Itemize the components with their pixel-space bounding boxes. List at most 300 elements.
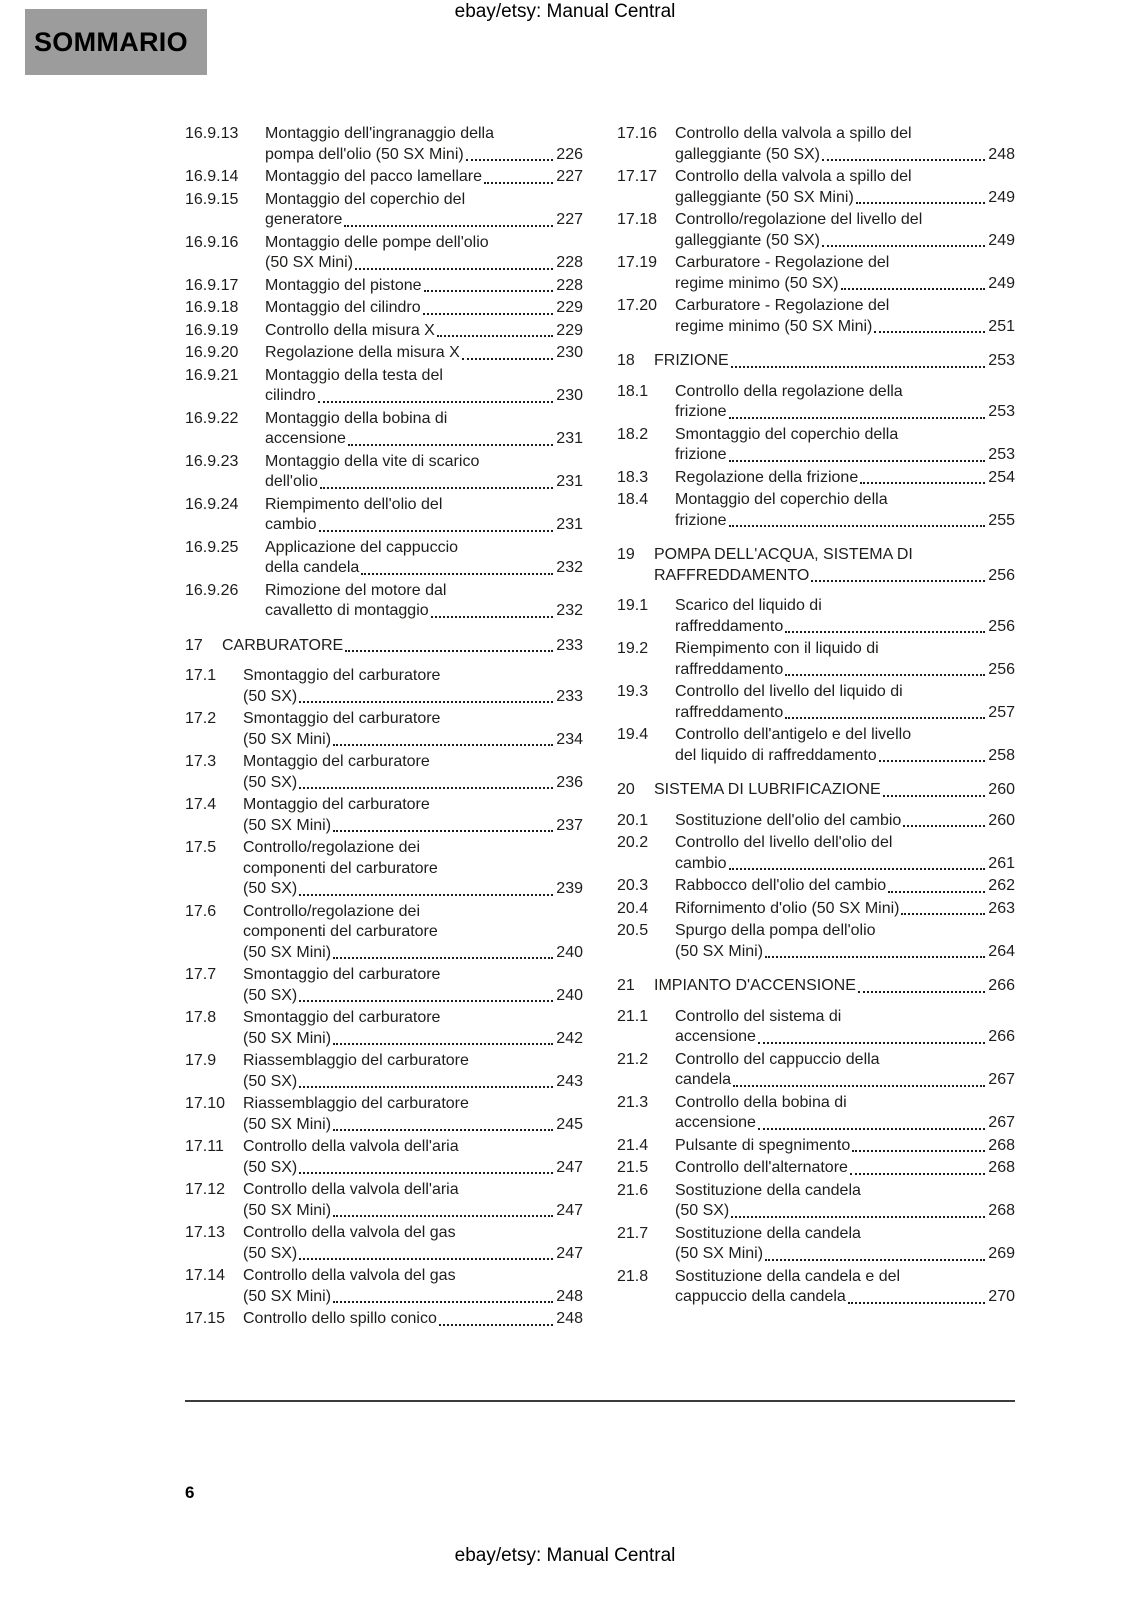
toc-entry-body [222, 636, 583, 657]
toc-leader-dots [765, 956, 985, 958]
toc-entry-title: Controllo della regolazione della [675, 382, 903, 400]
toc-leader-dots [811, 580, 985, 582]
toc-entry-page: 266 [988, 977, 1015, 994]
footer-page-number: 6 [185, 1483, 195, 1502]
toc-entry-number: 18.3 [617, 468, 649, 486]
toc-entry-title: SISTEMA DI LUBRIFICAZIONE [654, 781, 881, 798]
toc-entry-body [675, 1007, 1015, 1048]
toc-leader-dots [319, 530, 554, 532]
toc-entry-title: Regolazione della misura X [265, 344, 460, 361]
toc-entry-body [265, 124, 583, 165]
toc-entry-title: Controllo della misura X [265, 321, 435, 339]
toc-entry-title: Carburatore - Regolazione del [675, 297, 890, 314]
toc-leader-dots [423, 313, 554, 315]
toc-entry-body [265, 233, 583, 274]
toc-entry-title-last-line: (50 SX Mini) [243, 1201, 332, 1219]
toc-entry-title-last-line: (50 SX Mini) [243, 1029, 332, 1047]
toc-entry-number: 16.9.25 [185, 538, 239, 556]
toc-entry-title-last-line: (50 SX) [243, 1244, 298, 1262]
toc-leader-dots [484, 182, 553, 184]
toc-leader-dots [299, 1258, 553, 1260]
toc-entry-body [243, 1223, 583, 1264]
toc-entry [617, 1093, 1015, 1134]
toc-entry [185, 538, 583, 579]
toc-entry-title: Controllo della valvola del gas [243, 1267, 456, 1284]
toc-entry-page: 232 [556, 602, 583, 619]
toc-entry-title-last-line: (50 SX Mini) [243, 1287, 332, 1305]
toc-entry [617, 1267, 1015, 1308]
toc-entry-title: Montaggio della testa del [265, 366, 443, 384]
toc-entry-number: 20.3 [617, 877, 649, 894]
toc-entry-title: Montaggio dell'ingranaggio della [265, 125, 494, 142]
toc-entry [185, 666, 583, 707]
toc-entry [185, 495, 583, 536]
toc-entry-title: Montaggio del cilindro [265, 299, 421, 316]
toc-leader-dots [344, 225, 553, 227]
toc-entry-number: 17.9 [185, 1052, 217, 1069]
toc-entry-number: 16.9.20 [185, 344, 239, 361]
toc-leader-dots [733, 1085, 985, 1087]
toc-entry-body [675, 490, 1015, 531]
toc-entry-page: 248 [556, 1310, 583, 1327]
toc-entry-page: 264 [988, 942, 1015, 960]
toc-entry-body [243, 1008, 583, 1049]
toc-entry-title: Applicazione del cappuccio [265, 538, 459, 556]
toc-entry-page: 240 [556, 986, 583, 1004]
toc-leader-dots [758, 1042, 985, 1044]
toc-entry-body [265, 321, 583, 342]
toc-entry [617, 833, 1015, 874]
toc-leader-dots [466, 159, 554, 161]
toc-entry-body [265, 452, 583, 493]
toc-entry-title: Controllo della valvola del gas [243, 1224, 456, 1241]
toc-entry-body [675, 639, 1015, 680]
toc-entry-body [243, 1051, 583, 1092]
toc-leader-dots [765, 1259, 985, 1261]
toc-entry [185, 1223, 583, 1264]
toc-entry-title-last-line: raffreddamento [675, 660, 784, 678]
toc-entry [617, 382, 1015, 423]
toc-entry-number: 21.8 [617, 1267, 649, 1285]
toc-entry [185, 343, 583, 364]
toc-entry-page: 230 [556, 387, 583, 404]
toc-leader-dots [439, 1324, 553, 1326]
toc-entry-page: 230 [556, 344, 583, 361]
toc-entry-page: 255 [988, 511, 1015, 529]
toc-entry-title: Smontaggio del carburatore [243, 710, 441, 727]
toc-entry [185, 124, 583, 165]
toc-entry [617, 1224, 1015, 1265]
toc-entry-number: 21.4 [617, 1136, 649, 1154]
toc-entry-page: 227 [556, 168, 583, 185]
toc-entry-page: 249 [988, 231, 1015, 249]
toc-entry-page: 258 [988, 746, 1015, 764]
toc-entry [185, 1051, 583, 1092]
toc-leader-dots [903, 825, 985, 827]
toc-entry-number: 17.10 [185, 1095, 226, 1112]
toc-entry-title: Riempimento dell'olio del [265, 495, 443, 513]
toc-entry-page: 268 [988, 1136, 1015, 1154]
toc-entry-title-last-line: (50 SX Mini) [243, 1115, 332, 1133]
toc-entry-number: 16.9.21 [185, 366, 239, 384]
toc-entry-number: 16.9.23 [185, 452, 239, 470]
toc-entry-title-last-line: cambio [675, 854, 727, 872]
toc-entry [617, 921, 1015, 962]
toc-entry-number: 18.4 [617, 491, 649, 508]
toc-entry-body [675, 811, 1015, 832]
toc-entry-title-last-line: (50 SX) [243, 1072, 298, 1090]
toc-entry-number: 19.2 [617, 640, 649, 657]
toc-entry-body [675, 833, 1015, 874]
toc-entry [617, 1181, 1015, 1222]
toc-leader-dots [299, 1000, 553, 1002]
toc-entry-title-last-line: della candela [265, 559, 360, 576]
toc-entry-body [675, 682, 1015, 723]
toc-entry-page: 267 [988, 1114, 1015, 1131]
toc-leader-dots [883, 795, 986, 797]
toc-entry [617, 639, 1015, 680]
toc-entry-number: 17.20 [617, 297, 658, 314]
toc-leader-dots [841, 288, 986, 290]
toc-entry-title-last-line: (50 SX Mini) [243, 943, 332, 961]
toc-leader-dots [462, 358, 554, 360]
toc-entry [185, 298, 583, 319]
toc-entry-title-last-line: cappuccio della candela [675, 1288, 846, 1305]
toc-entry-number: 21.6 [617, 1181, 649, 1199]
toc-entry-number: 21.1 [617, 1007, 649, 1025]
toc-leader-dots [299, 787, 553, 789]
toc-entry-body [265, 409, 583, 450]
toc-entry-page: 262 [988, 877, 1015, 894]
toc-entry-body [675, 1158, 1015, 1179]
toc-entry-title-last-line: (50 SX Mini) [265, 254, 354, 271]
toc-entry-number: 17.3 [185, 753, 217, 770]
toc-entry [617, 811, 1015, 832]
toc-entry-title: Regolazione della frizione [675, 468, 859, 486]
toc-entry-title: Controllo/regolazione del livello del [675, 211, 923, 228]
toc-entry-title-last-line: del liquido di raffreddamento [675, 746, 877, 764]
toc-entry-number: 17.16 [617, 125, 658, 142]
toc-leader-dots [879, 760, 986, 762]
toc-leader-dots [333, 1129, 553, 1131]
toc-entry-body [675, 596, 1015, 637]
toc-entry-page: 253 [988, 352, 1015, 369]
toc-leader-dots [299, 701, 553, 703]
toc-entry-body [675, 1181, 1015, 1222]
toc-entry-page: 228 [556, 276, 583, 294]
toc-entry-number: 16.9.17 [185, 276, 239, 294]
toc-entry [185, 1137, 583, 1178]
toc-leader-dots [858, 991, 985, 993]
toc-entry-body [243, 1180, 583, 1221]
toc-entry-title: Scarico del liquido di [675, 597, 822, 614]
toc-entry-body [675, 167, 1015, 208]
toc-entry-body [675, 899, 1015, 920]
toc-entry [185, 233, 583, 274]
toc-entry-body [654, 545, 1015, 586]
toc-entry-page: 232 [556, 559, 583, 576]
toc-entry-title: Riempimento con il liquido di [675, 640, 879, 657]
toc-entry [617, 425, 1015, 466]
toc-entry-title: Smontaggio del coperchio della [675, 425, 899, 443]
toc-entry-body [265, 366, 583, 407]
toc-entry-body [675, 1267, 1015, 1308]
toc-entry-page: 260 [988, 781, 1015, 798]
toc-entry-title-last-line: (50 SX Mini) [675, 942, 764, 960]
toc-entry-body [654, 351, 1015, 372]
toc-entry-title: CARBURATORE [222, 636, 344, 654]
toc-entry-title: Controllo della valvola dell'aria [243, 1181, 459, 1198]
toc-entry-page: 231 [556, 473, 583, 490]
toc-entry-number: 18 [617, 352, 635, 369]
toc-entry-title: Montaggio della vite di scarico [265, 452, 480, 470]
toc-entry-page: 226 [556, 145, 583, 163]
toc-leader-dots [758, 1128, 985, 1130]
toc-entry-title-last-line: accensione [675, 1114, 756, 1131]
toc-leader-dots [888, 891, 985, 893]
toc-entry-body [265, 581, 583, 622]
toc-entry-number: 21.3 [617, 1093, 649, 1111]
toc-entry-number: 17 [185, 636, 203, 654]
toc-entry-number: 17.2 [185, 710, 217, 727]
toc-entry-number: 16.9.26 [185, 581, 239, 599]
toc-leader-dots [822, 159, 985, 161]
toc-leader-dots [320, 487, 553, 489]
toc-entry-number: 18.2 [617, 425, 649, 443]
toc-entry-title: Controllo della bobina di [675, 1093, 847, 1111]
toc-entry [617, 1050, 1015, 1091]
toc-entry-title: Rifornimento d'olio (50 SX Mini) [675, 899, 900, 917]
toc-entry-page: 243 [556, 1072, 583, 1090]
toc-entry-page: 257 [988, 703, 1015, 721]
toc-entry-page: 239 [556, 880, 583, 897]
toc-chapter-entry [617, 351, 1015, 372]
toc-entry-title: Riassemblaggio del carburatore [243, 1052, 469, 1069]
toc-entry-title: Smontaggio del carburatore [243, 966, 441, 983]
toc-column [185, 124, 583, 1332]
toc-entry-number: 17.12 [185, 1181, 226, 1198]
toc-entry-title-last-line: raffreddamento [675, 703, 784, 721]
toc-entry-title: Controllo del cappuccio della [675, 1050, 880, 1068]
toc-entry-number: 16.9.18 [185, 299, 239, 316]
toc-entry [617, 899, 1015, 920]
toc-entry-page: 229 [556, 299, 583, 316]
toc-entry-title: Smontaggio del carburatore [243, 1009, 441, 1026]
toc-entry-page: 249 [988, 188, 1015, 206]
toc-entry-page: 242 [556, 1029, 583, 1047]
toc-entry [617, 124, 1015, 165]
toc-entry [617, 1136, 1015, 1157]
toc-leader-dots [333, 830, 553, 832]
toc-entry-number: 19 [617, 546, 635, 563]
toc-entry-number: 20.5 [617, 922, 649, 939]
toc-entry-body [243, 1309, 583, 1330]
toc-leader-dots [856, 202, 986, 204]
toc-entry [185, 709, 583, 750]
toc-entry-title: Rimozione del motore dal [265, 581, 447, 599]
toc-leader-dots [729, 417, 986, 419]
toc-entry-number: 21.7 [617, 1224, 649, 1242]
toc-entry-title-last-line: galleggiante (50 SX) [675, 231, 820, 249]
toc-leader-dots [901, 913, 985, 915]
toc-entry-page: 254 [988, 468, 1015, 486]
toc-leader-dots [424, 290, 554, 292]
toc-entry-page: 266 [988, 1028, 1015, 1045]
toc-entry-title-last-line: (50 SX) [243, 687, 298, 705]
toc-leader-dots [355, 268, 553, 270]
sommario-tab-label: SOMMARIO [34, 26, 188, 57]
toc-entry-title-last-line: accensione [675, 1028, 756, 1045]
toc-entry-number: 17.17 [617, 168, 658, 185]
toc-entry-page: 260 [988, 811, 1015, 829]
toc-entry-number: 20.1 [617, 811, 649, 829]
toc-entry-number: 19.3 [617, 683, 649, 700]
toc-entry-title: Montaggio del carburatore [243, 753, 430, 770]
toc-entry [185, 838, 583, 900]
toc-entry-page: 261 [988, 854, 1015, 872]
toc-entry [185, 1266, 583, 1307]
toc-entry-title: Sostituzione della candela [675, 1181, 861, 1199]
toc-entry-body [675, 1224, 1015, 1265]
toc-entry-title: Pulsante di spegnimento [675, 1136, 851, 1154]
toc-entry-body [675, 124, 1015, 165]
toc-entry-title-last-line: generatore [265, 211, 343, 228]
toc-entry-number: 16.9.13 [185, 125, 239, 142]
toc-leader-dots [860, 482, 985, 484]
toc-entry-page: 256 [988, 617, 1015, 635]
toc-leader-dots [785, 674, 985, 676]
toc-entry-number: 17.8 [185, 1009, 217, 1026]
toc-entry-title-last-line: (50 SX Mini) [243, 730, 332, 748]
toc-entry-number: 17.6 [185, 902, 217, 920]
toc-leader-dots [299, 1086, 553, 1088]
toc-entry-body [265, 190, 583, 231]
toc-entry-body [265, 298, 583, 319]
toc-entry-page: 268 [988, 1202, 1015, 1219]
toc-entry-body [675, 876, 1015, 897]
toc-entry-page: 253 [988, 446, 1015, 463]
toc-entry-number: 16.9.16 [185, 233, 239, 251]
toc-entry-body [675, 1050, 1015, 1091]
toc-entry-number: 17.4 [185, 796, 217, 813]
toc-entry-title: Controllo della valvola dell'aria [243, 1138, 459, 1155]
toc-entry-page: 248 [988, 145, 1015, 163]
toc-entry-number: 17.15 [185, 1310, 226, 1327]
toc-entry-body [654, 780, 1015, 801]
toc-entry-body [265, 495, 583, 536]
toc-entry-body [243, 838, 583, 900]
toc-entry-body [243, 965, 583, 1006]
table-of-contents [185, 124, 1015, 1332]
toc-chapter-entry [617, 976, 1015, 997]
toc-entry-title: POMPA DELL'ACQUA, SISTEMA DI [654, 546, 913, 563]
toc-entry-body [675, 1136, 1015, 1157]
toc-entry [617, 167, 1015, 208]
toc-entry-title-last-line: (50 SX) [675, 1202, 730, 1219]
toc-entry-body [243, 1094, 583, 1135]
toc-entry-body [265, 276, 583, 297]
toc-leader-dots [333, 744, 553, 746]
toc-entry-title-last-line: pompa dell'olio (50 SX Mini) [265, 145, 464, 163]
toc-entry-title-last-line: (50 SX Mini) [675, 1245, 764, 1262]
toc-entry-body [243, 1137, 583, 1178]
toc-entry [185, 321, 583, 342]
toc-entry-page: 253 [988, 403, 1015, 420]
toc-entry [185, 409, 583, 450]
toc-entry [185, 965, 583, 1006]
toc-entry [617, 490, 1015, 531]
toc-entry-title-last-line: frizione [675, 446, 727, 463]
footer-divider [185, 1400, 1015, 1402]
toc-entry-title: Controllo della valvola a spillo del [675, 168, 912, 185]
toc-entry-page: 267 [988, 1071, 1015, 1088]
header-brand: ebay/etsy: Manual Central [454, 1, 676, 22]
toc-entry-page: 233 [556, 636, 583, 654]
toc-entry-number: 17.11 [185, 1138, 224, 1155]
toc-entry-number: 17.7 [185, 966, 217, 983]
toc-entry [185, 452, 583, 493]
toc-entry-title-last-line: accensione [265, 430, 346, 447]
toc-entry-title: Montaggio del pistone [265, 276, 422, 294]
toc-entry-page: 249 [988, 274, 1015, 292]
toc-entry-title: Controllo dello spillo conico [243, 1310, 437, 1327]
toc-entry-page: 247 [556, 1201, 583, 1219]
toc-entry-body [675, 253, 1015, 294]
toc-entry-title-last-line: frizione [675, 511, 727, 529]
toc-entry-title: Montaggio della bobina di [265, 409, 448, 427]
toc-leader-dots [731, 366, 986, 368]
toc-entry-number: 17.1 [185, 667, 217, 684]
toc-entry-title: Montaggio del coperchio della [675, 491, 888, 508]
toc-entry [185, 902, 583, 964]
toc-entry [617, 725, 1015, 766]
toc-leader-dots [729, 460, 986, 462]
toc-entry [617, 1158, 1015, 1179]
toc-entry-title-last-line: raffreddamento [675, 617, 784, 635]
toc-entry-title-last-line: RAFFREDDAMENTO [654, 566, 810, 584]
toc-entry-title: IMPIANTO D'ACCENSIONE [654, 977, 856, 994]
toc-entry-title: Montaggio delle pompe dell'olio [265, 233, 489, 251]
toc-entry-title: Controllo del livello dell'olio del [675, 834, 893, 851]
toc-entry-body [675, 210, 1015, 251]
toc-entry-title: Sostituzione della candela [675, 1224, 861, 1242]
toc-entry-body [243, 795, 583, 836]
toc-entry-body [265, 167, 583, 188]
toc-entry-number: 21.2 [617, 1050, 649, 1068]
footer-brand: ebay/etsy: Manual Central [454, 1545, 676, 1566]
toc-entry-page: 245 [556, 1115, 583, 1133]
toc-chapter-entry [617, 545, 1015, 586]
toc-entry-title-last-line: (50 SX) [243, 880, 298, 897]
toc-entry-page: 247 [556, 1244, 583, 1262]
toc-entry-page: 247 [556, 1158, 583, 1176]
toc-entry [617, 468, 1015, 489]
toc-entry-number: 17.13 [185, 1224, 226, 1241]
toc-leader-dots [348, 444, 553, 446]
toc-entry-title: Rabbocco dell'olio del cambio [675, 877, 887, 894]
toc-chapter-entry [185, 636, 583, 657]
toc-entry-number: 20.4 [617, 899, 649, 917]
toc-entry-title: Controllo/regolazione dei componenti del carburatore [243, 839, 438, 877]
toc-entry-number: 16.9.24 [185, 495, 239, 513]
toc-leader-dots [345, 650, 553, 652]
toc-entry [617, 296, 1015, 337]
toc-entry-body [675, 296, 1015, 337]
toc-entry-page: 231 [556, 430, 583, 447]
toc-leader-dots [361, 573, 553, 575]
toc-entry-number: 20 [617, 781, 635, 798]
toc-entry-title: Controllo della valvola a spillo del [675, 125, 912, 142]
